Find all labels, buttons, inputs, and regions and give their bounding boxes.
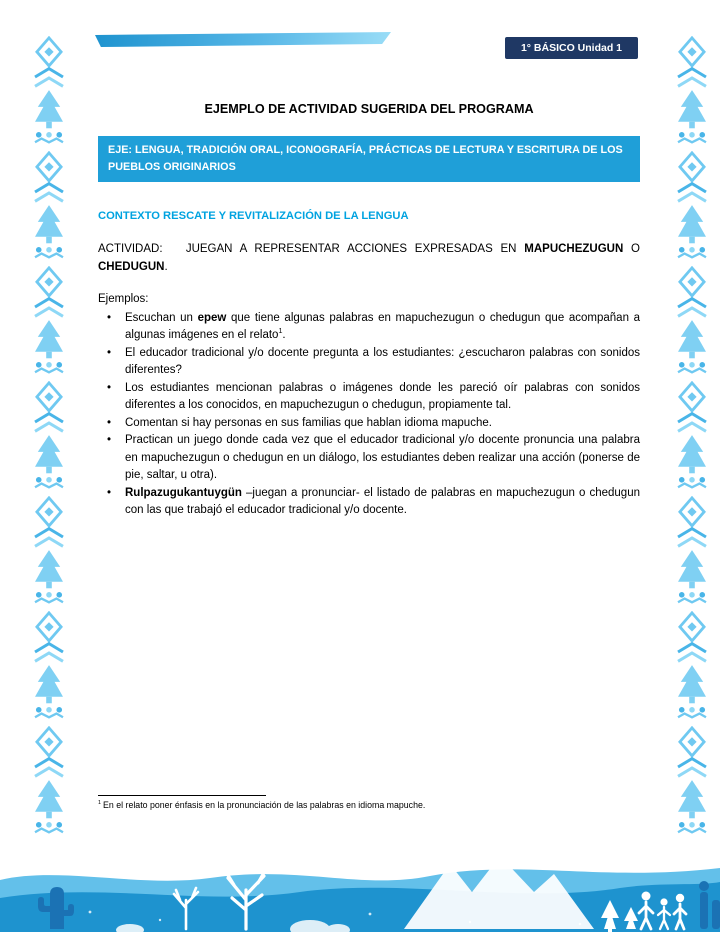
totem-motif-icon (669, 496, 715, 606)
totem-motif-icon (26, 726, 72, 836)
examples-list (98, 310, 640, 520)
totem-motif-icon (26, 381, 72, 491)
eje-banner (98, 136, 640, 182)
page-title: EJEMPLO DE ACTIVIDAD SUGERIDA DEL PROGRAMA (204, 102, 534, 116)
decorative-border-left (26, 36, 72, 836)
totem-motif-icon (26, 36, 72, 146)
document-content (98, 102, 640, 520)
footnote-text: En el relato poner énfasis en la pronunciación de las palabras en idioma mapuche. (103, 800, 426, 810)
totem-motif-icon (669, 611, 715, 721)
examples-heading: Ejemplos: (98, 293, 149, 306)
totem-motif-icon (669, 381, 715, 491)
example-item: • Comentan si hay personas en sus familias que hablan idioma mapuche. (98, 415, 640, 433)
footer-illustration (0, 832, 720, 932)
header-ribbon (95, 32, 391, 47)
unit-badge: 1° BÁSICO Unidad 1 (505, 37, 638, 59)
activity-text: ACTIVIDAD: JUEGAN A REPRESENTAR ACCIONES EXPRESADAS EN MAPUCHEZUGUN O CHEDUGUN. (98, 243, 641, 273)
totem-motif-icon (26, 266, 72, 376)
birds-icon (338, 844, 400, 865)
footnote-block (98, 795, 640, 812)
example-item: • El educador tradicional y/o docente pregunta a los estudiantes: ¿escucharon palabras con sonidos diferentes? (98, 345, 640, 380)
totem-motif-icon (669, 151, 715, 261)
totem-motif-icon (669, 266, 715, 376)
example-item: • Los estudiantes mencionan palabras o imágenes donde les pareció oír palabras con sonidos diferentes a los conocidos, en mapuchezugun o chedugun, propiamente tal. (98, 380, 640, 415)
decorative-border-right (669, 36, 715, 836)
totem-motif-icon (26, 496, 72, 606)
context-heading: CONTEXTO RESCATE Y REVITALIZACIÓN DE LA LENGUA (98, 210, 409, 223)
footnote (98, 800, 640, 812)
eje-banner-line1: EJE: LENGUA, TRADICIÓN ORAL, ICONOGRAFÍA, PRÁCTICAS DE LECTURA Y ESCRITURA DE LOS (108, 144, 623, 156)
footnote-marker: 1 (98, 800, 102, 807)
mountains-icon (404, 856, 594, 929)
footnote-divider (98, 795, 266, 796)
totem-motif-icon (26, 611, 72, 721)
totem-motif-icon (669, 36, 715, 146)
totem-motif-icon (669, 726, 715, 836)
example-item: • Practican un juego donde cada vez que el educador tradicional y/o docente pronuncia una palabra en mapuchezugun o chedugun en un diálogo, los estudiantes deben realizar una acción (ponerse de pie, saltar, u otra). (98, 432, 640, 485)
example-item: • Rulpazugukantuygün –juegan a pronunciar- el listado de palabras en mapuchezugun o chedugun con las que trabajó el educador tradicional y/o docente. (98, 485, 640, 520)
example-item: • Escuchan un epew que tiene algunas palabras en mapuchezugun o chedugun que acompañan a algunas imágenes en el relato$^1$. (98, 310, 640, 345)
eje-banner-line2: PUEBLOS ORIGINARIOS (108, 160, 236, 173)
totem-motif-icon (26, 151, 72, 261)
